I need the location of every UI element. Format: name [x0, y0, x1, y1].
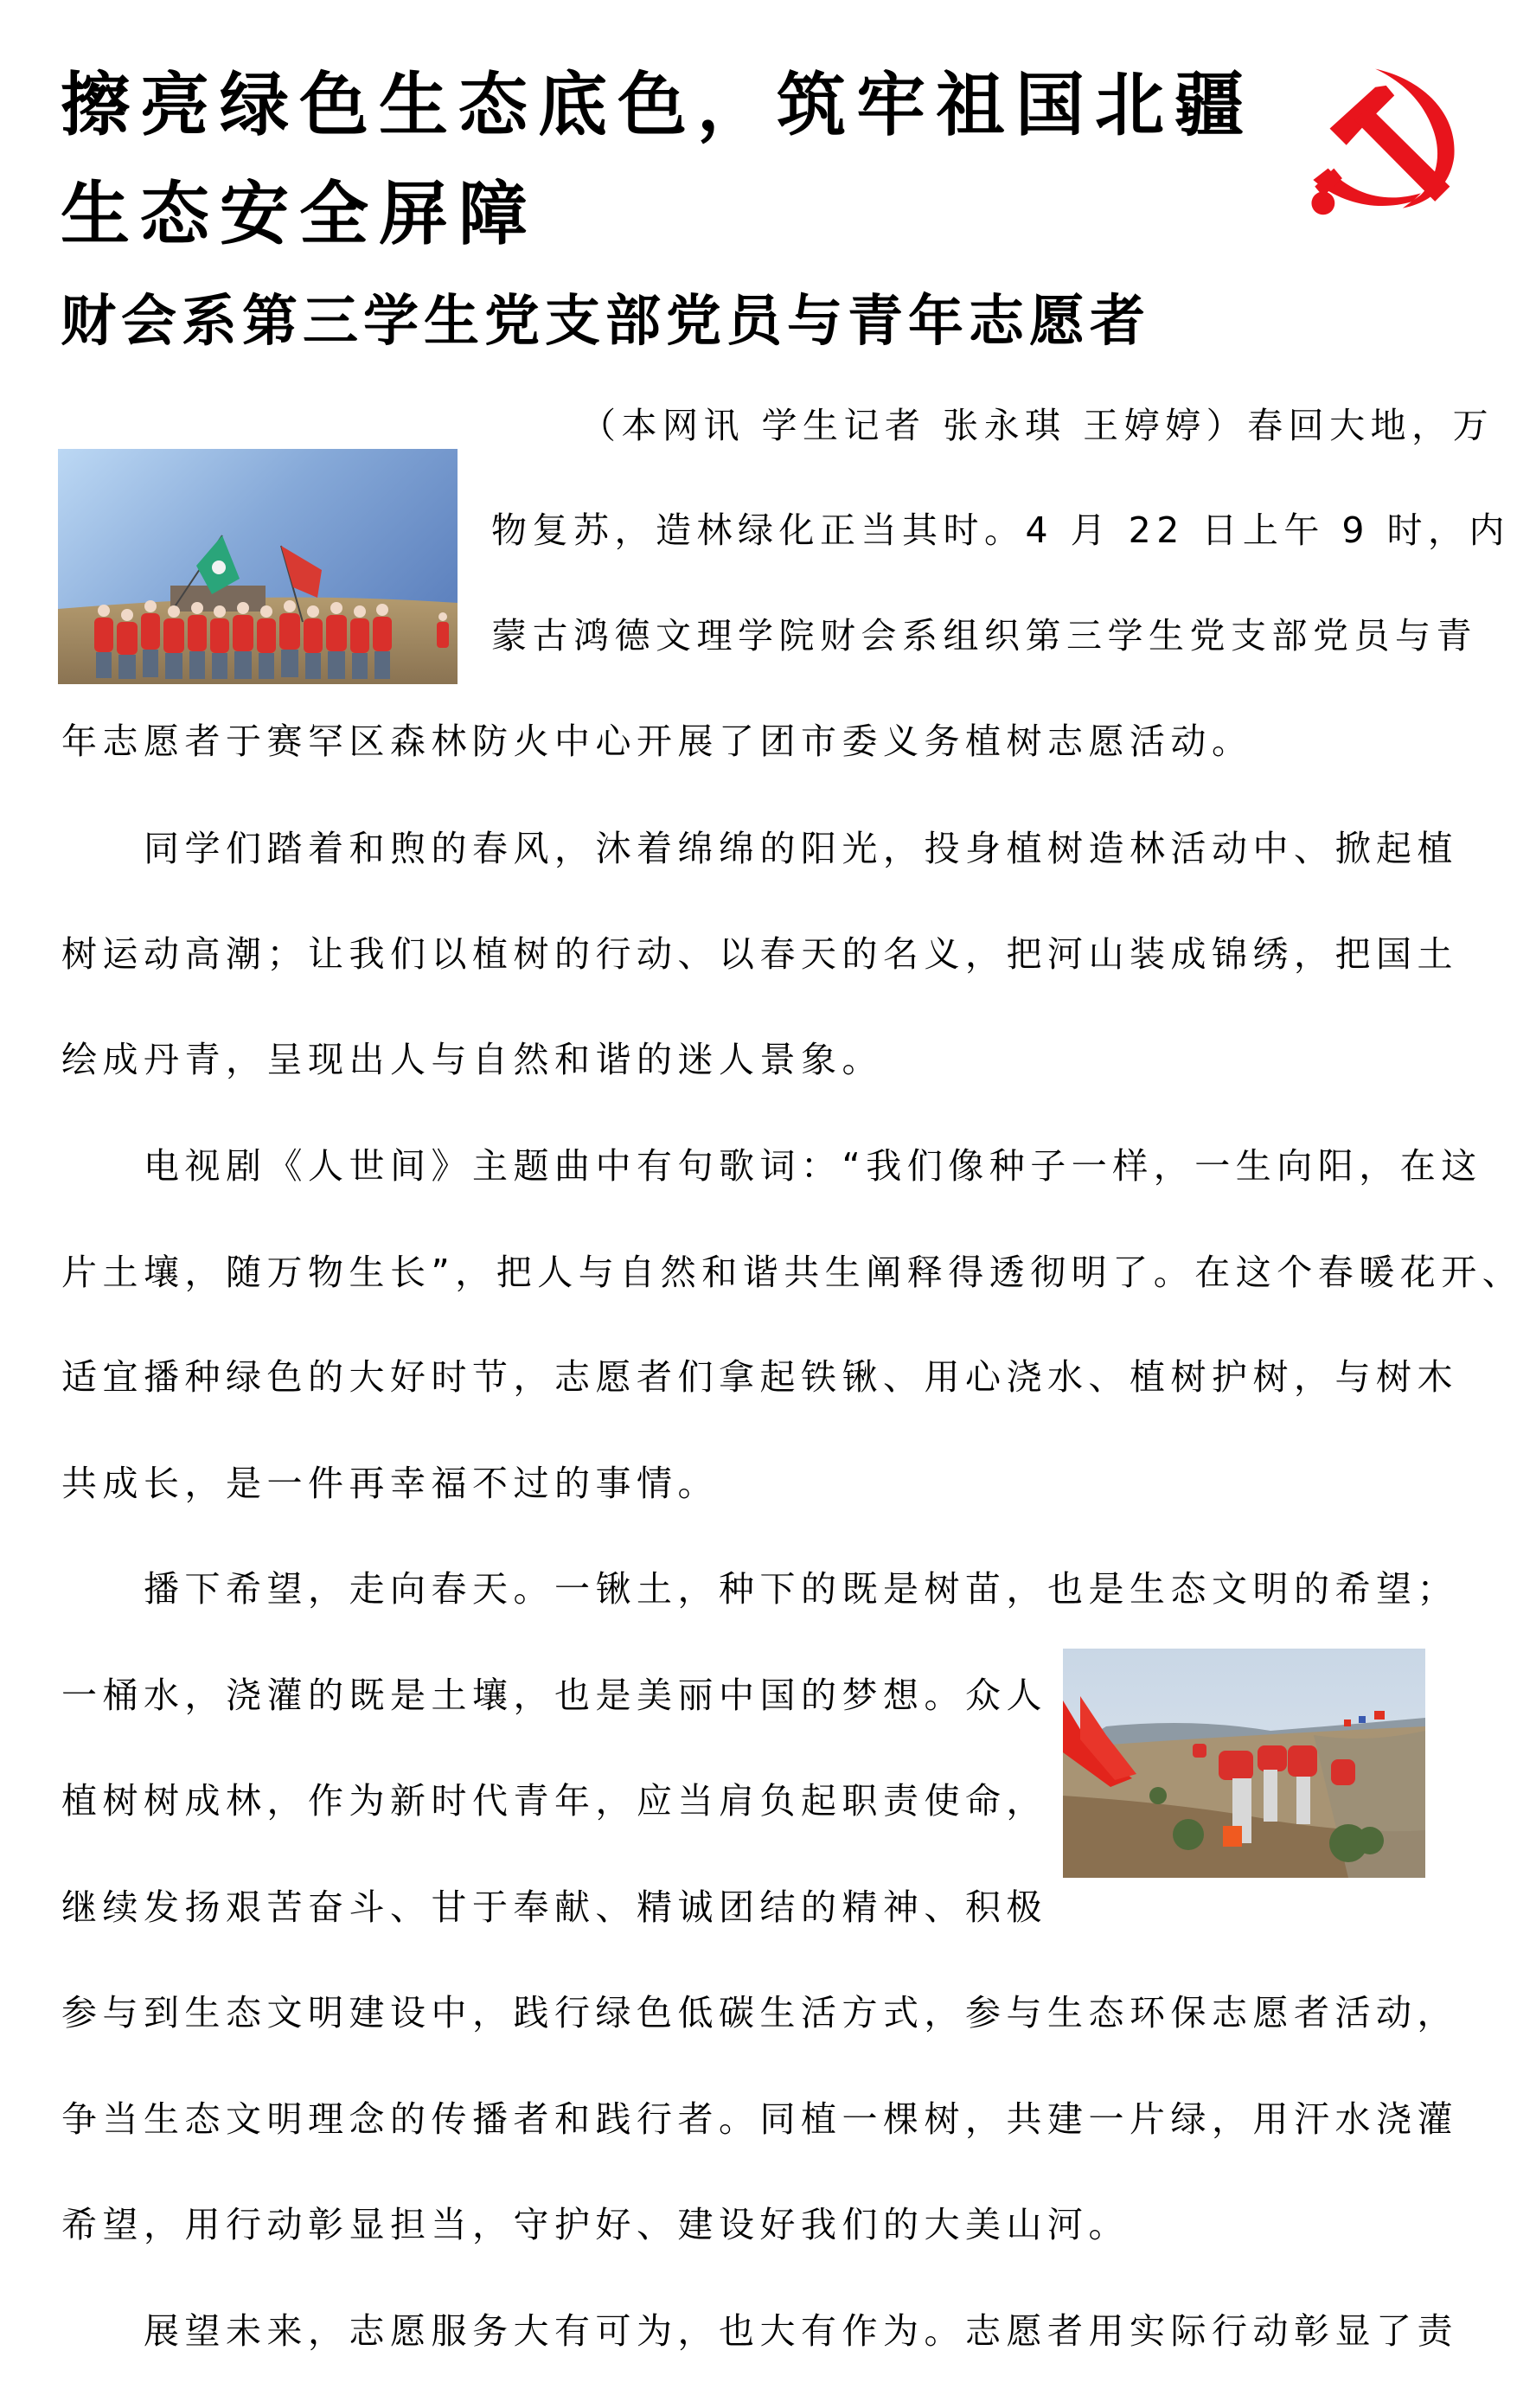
paragraph-1-line-4: 年志愿者于赛罕区森林防火中心开展了团市委义务植树志愿活动。	[61, 720, 1253, 762]
paragraph-2-line-3: 绘成丹青，呈现出人与自然和谐的迷人景象。	[61, 1039, 883, 1080]
paragraph-3-line-3: 适宜播种绿色的大好时节，志愿者们拿起铁锹、用心浇水、植树护树，与树木	[61, 1356, 1458, 1398]
paragraph-1-line-2: 物复苏，造林绿化正当其时。4 月 22 日上午 9 时，内	[491, 509, 1511, 551]
paragraph-4-line-7: 希望，用行动彰显担当，守护好、建设好我们的大美山河。	[61, 2204, 1130, 2245]
tree-planting-image	[1063, 1649, 1425, 1878]
paragraph-1-line-1: （本网讯 学生记者 张永琪 王婷婷）春回大地，万	[580, 405, 1494, 446]
paragraph-5-line-1: 展望未来，志愿服务大有可为，也大有作为。志愿者用实际行动彰显了责	[144, 2310, 1458, 2352]
paragraph-4-line-6: 争当生态文明理念的传播者和践行者。同植一棵树，共建一片绿，用汗水浇灌	[61, 2098, 1458, 2140]
article-title-line-2: 生态安全屏障	[61, 174, 538, 254]
paragraph-4-line-4: 继续发扬艰苦奋斗、甘于奉献、精诚团结的精神、积极	[61, 1886, 1047, 1928]
paragraph-4-line-3: 植树树成林，作为新时代青年，应当肩负起职责使命，	[61, 1780, 1047, 1822]
party-emblem-icon	[1295, 62, 1464, 220]
paragraph-2-line-1: 同学们踏着和煦的春风，沐着绵绵的阳光，投身植树造林活动中、掀起植	[144, 828, 1458, 869]
paragraph-4-line-2: 一桶水，浇灌的既是土壤，也是美丽中国的梦想。众人	[61, 1675, 1047, 1716]
paragraph-2-line-2: 树运动高潮；让我们以植树的行动、以春天的名义，把河山装成锦绣，把国土	[61, 933, 1458, 975]
paragraph-3-line-4: 共成长，是一件再幸福不过的事情。	[61, 1463, 719, 1504]
group-photo-image	[58, 449, 458, 684]
paragraph-3-line-1: 电视剧《人世间》主题曲中有句歌词：“我们像种子一样，一生向阳，在这	[144, 1145, 1482, 1187]
paragraph-1-line-3: 蒙古鸿德文理学院财会系组织第三学生党支部党员与青	[491, 615, 1477, 656]
article-title-line-1: 擦亮绿色生态底色，筑牢祖国北疆	[61, 65, 1254, 145]
article-subtitle: 财会系第三学生党支部党员与青年志愿者	[61, 290, 1150, 354]
paragraph-4-line-1: 播下希望，走向春天。一锹土，种下的既是树苗，也是生态文明的希望；	[144, 1568, 1458, 1610]
paragraph-3-line-2: 片土壤，随万物生长”，把人与自然和谐共生阐释得透彻明了。在这个春暖花开、	[61, 1252, 1524, 1293]
paragraph-4-line-5: 参与到生态文明建设中，践行绿色低碳生活方式，参与生态环保志愿者活动，	[61, 1992, 1458, 2033]
